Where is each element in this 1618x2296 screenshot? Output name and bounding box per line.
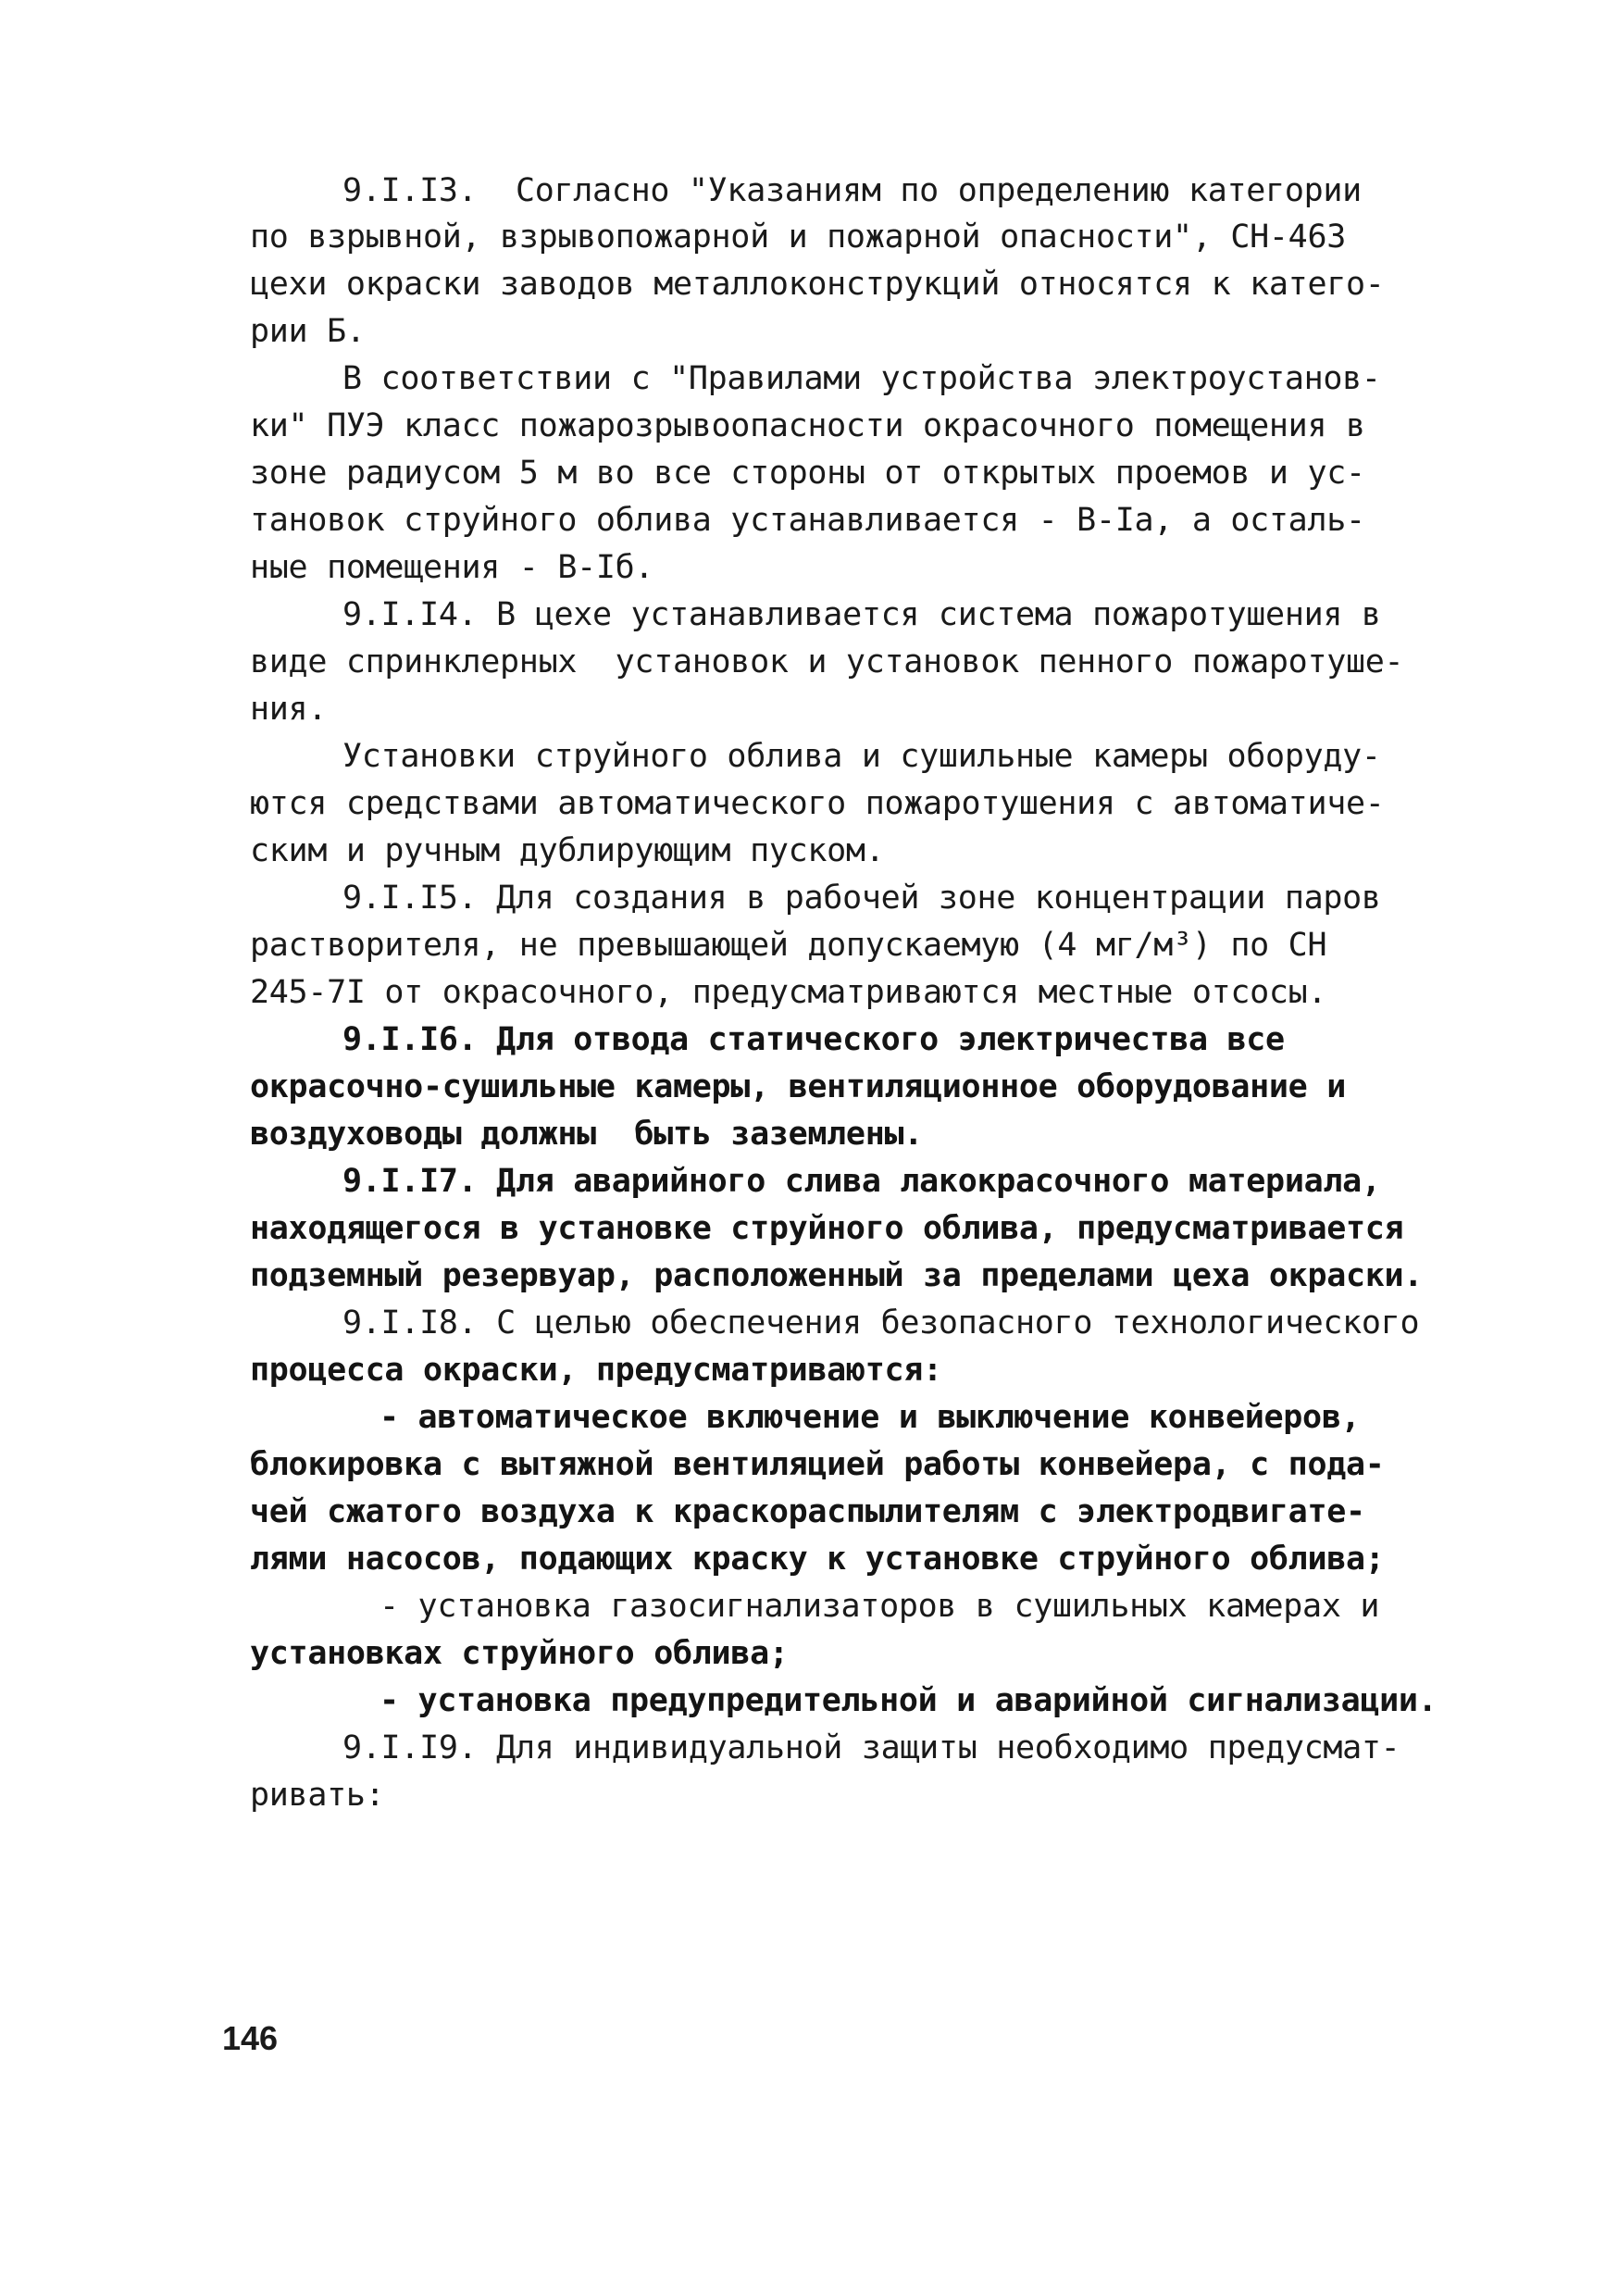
text-line: ные помещения - В-Iб. (250, 549, 654, 586)
text-line: 9.I.I4. В цехе устанавливается система пожаротушения в (342, 596, 1381, 633)
text-line: 9.I.I9. Для индивидуальной защиты необходимо предусмат- (342, 1729, 1400, 1766)
text-line: зоне радиусом 5 м во все стороны от открытых проемов и ус- (250, 455, 1365, 492)
text-line: ки" ПУЭ класс пожарозрывоопасности окрасочного помещения в (250, 407, 1365, 444)
text-line: тановок струйного облива устанавливается - В-Iа, а осталь- (250, 502, 1365, 539)
text-line: лями насосов, подающих краску к установке струйного облива; (250, 1541, 1385, 1578)
text-line: воздуховоды должны быть заземлены. (250, 1116, 924, 1153)
text-line: чей сжатого воздуха к краскораспылителям с электродвигате- (250, 1493, 1365, 1530)
text-line: ским и ручным дублирующим пуском. (250, 832, 885, 869)
text-line: по взрывной, взрывопожарной и пожарной опасности", СН-463 (250, 218, 1346, 256)
text-line: блокировка с вытяжной вентиляцией работы конвейера, с пода- (250, 1446, 1385, 1483)
text-line: - установка предупредительной и аварийной сигнализации. (380, 1682, 1438, 1719)
text-line: 9.I.I8. С целью обеспечения безопасного технологического (342, 1304, 1420, 1341)
text-line: подземный резервуар, расположенный за пределами цеха окраски. (250, 1257, 1424, 1294)
text-line: 245-7I от окрасочного, предусматриваются местные отсосы. (250, 974, 1327, 1011)
text-line: окрасочно-сушильные камеры, вентиляционное оборудование и (250, 1068, 1346, 1105)
text-line: ривать: (250, 1777, 385, 1814)
text-line: процесса окраски, предусматриваются: (250, 1352, 942, 1389)
text-line: установках струйного облива; (250, 1635, 789, 1672)
text-line: растворителя, не превышающей допускаемую (4 мг/м³) по СН (250, 927, 1327, 964)
text-line: 9.I.I3. Согласно "Указаниям по определению категории (342, 172, 1362, 209)
text-line: виде спринклерных установок и установок пенного пожаротуше- (250, 643, 1404, 680)
text-line: ния. (250, 691, 328, 728)
text-line: Установки струйного облива и сушильные камеры оборуду- (342, 738, 1381, 775)
text-line: цехи окраски заводов металлоконструкций относятся к катего- (250, 266, 1385, 303)
text-line: 9.I.I5. Для создания в рабочей зоне концентрации паров (342, 880, 1381, 917)
text-line: ются средствами автоматического пожаротушения с автоматиче- (250, 785, 1385, 822)
text-line: 9.I.I7. Для аварийного слива лакокрасочного материала, (342, 1163, 1381, 1200)
text-line: находящегося в установке струйного облива, предусматривается (250, 1210, 1404, 1247)
text-line: - установка газосигнализаторов в сушильных камерах и (380, 1588, 1380, 1625)
text-line: 9.I.I6. Для отвода статического электричества все (342, 1021, 1285, 1058)
text-line: рии Б. (250, 313, 366, 350)
page-number: 146 (222, 2019, 279, 2057)
text-line: В соответствии с "Правилами устройства электроустанов- (342, 360, 1381, 397)
text-line: - автоматическое включение и выключение конвейеров, (380, 1399, 1361, 1436)
